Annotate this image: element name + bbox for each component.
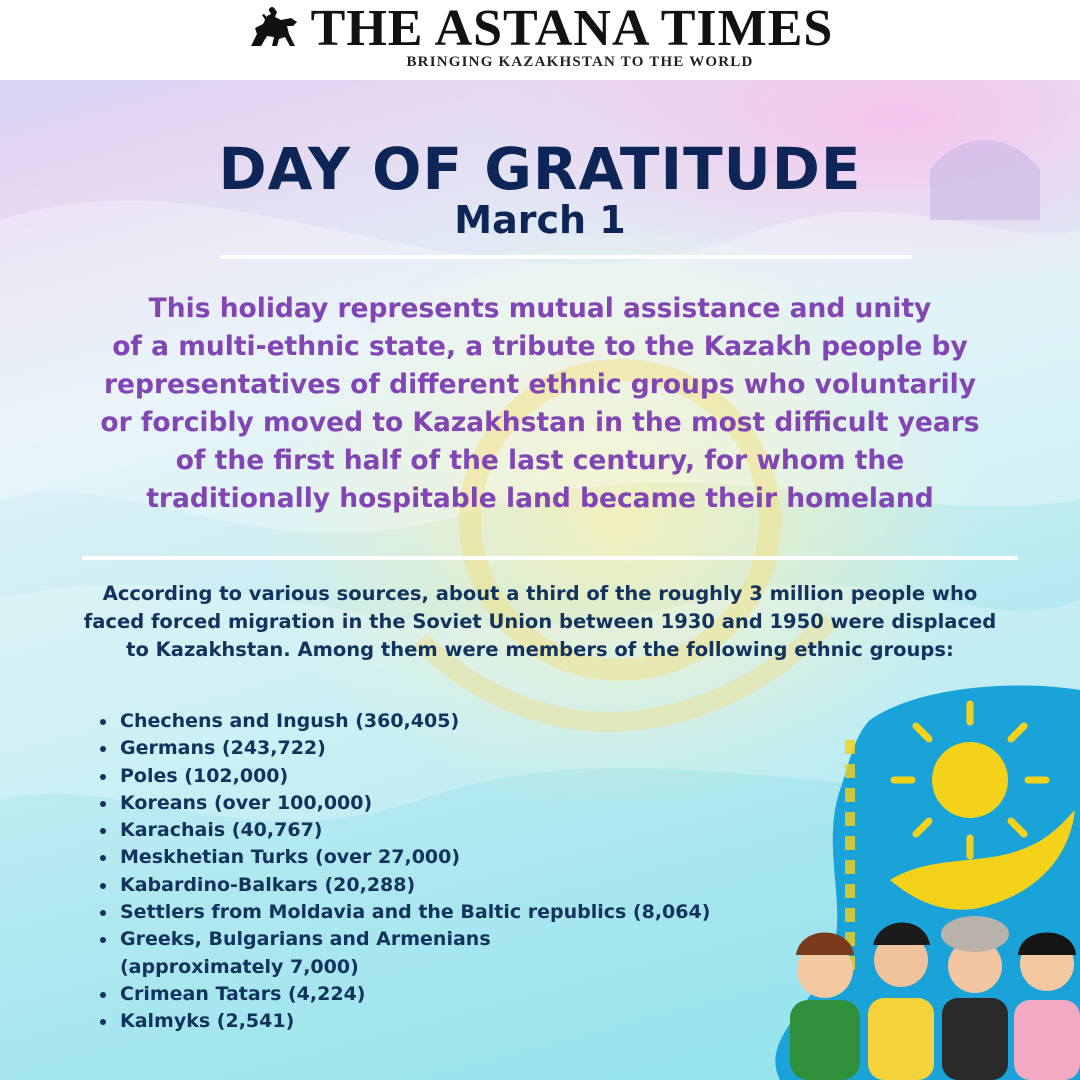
list-item-continuation: (approximately 7,000) xyxy=(120,955,359,978)
list-item: Settlers from Moldavia and the Baltic republics (8,064) xyxy=(94,899,794,926)
list-item: Chechens and Ingush (360,405) xyxy=(94,708,794,735)
horse-rider-icon xyxy=(247,6,299,52)
divider xyxy=(220,255,912,259)
divider xyxy=(82,556,1018,560)
intro-line: or forcibly moved to Kazakhstan in the most difficult years xyxy=(100,407,980,438)
intro-line: of a multi-ethnic state, a tribute to the Kazakh people by xyxy=(112,331,968,362)
list-item: Poles (102,000) xyxy=(94,763,794,790)
facts-line: According to various sources, about a third of the roughly 3 million people who xyxy=(102,582,978,605)
intro-line: traditionally hospitable land became their homeland xyxy=(146,483,934,514)
event-date: March 1 xyxy=(454,198,626,242)
facts-line: faced forced migration in the Soviet Union between 1930 and 1950 were displaced xyxy=(83,610,997,633)
list-item: Meskhetian Turks (over 27,000) xyxy=(94,844,794,871)
facts-paragraph xyxy=(20,580,1060,664)
list-item: Kabardino-Balkars (20,288) xyxy=(94,872,794,899)
intro-line: This holiday represents mutual assistance and unity xyxy=(148,293,932,324)
list-item: Crimean Tatars (4,224) xyxy=(94,981,794,1008)
masthead-tagline: BRINGING KAZAKHSTAN TO THE WORLD xyxy=(406,54,754,70)
list-item: Germans (243,722) xyxy=(94,735,794,762)
masthead xyxy=(0,0,1080,80)
intro-line: representatives of different ethnic groups who voluntarily xyxy=(103,369,977,400)
intro-line: of the first half of the last century, for whom the xyxy=(175,445,905,476)
list-item: Koreans (over 100,000) xyxy=(94,790,794,817)
facts-line: to Kazakhstan. Among them were members of the following ethnic groups: xyxy=(126,638,954,661)
list-item: Greeks, Bulgarians and Armenians xyxy=(94,926,794,953)
masthead-title: THE ASTANA TIMES xyxy=(310,0,834,57)
list-item: Karachais (40,767) xyxy=(94,817,794,844)
page-title: DAY OF GRATITUDE xyxy=(218,135,862,203)
ethnic-groups-list xyxy=(94,708,794,1036)
brand xyxy=(0,2,1080,56)
list-item: Kalmyks (2,541) xyxy=(94,1008,794,1035)
intro-paragraph xyxy=(40,290,1040,518)
